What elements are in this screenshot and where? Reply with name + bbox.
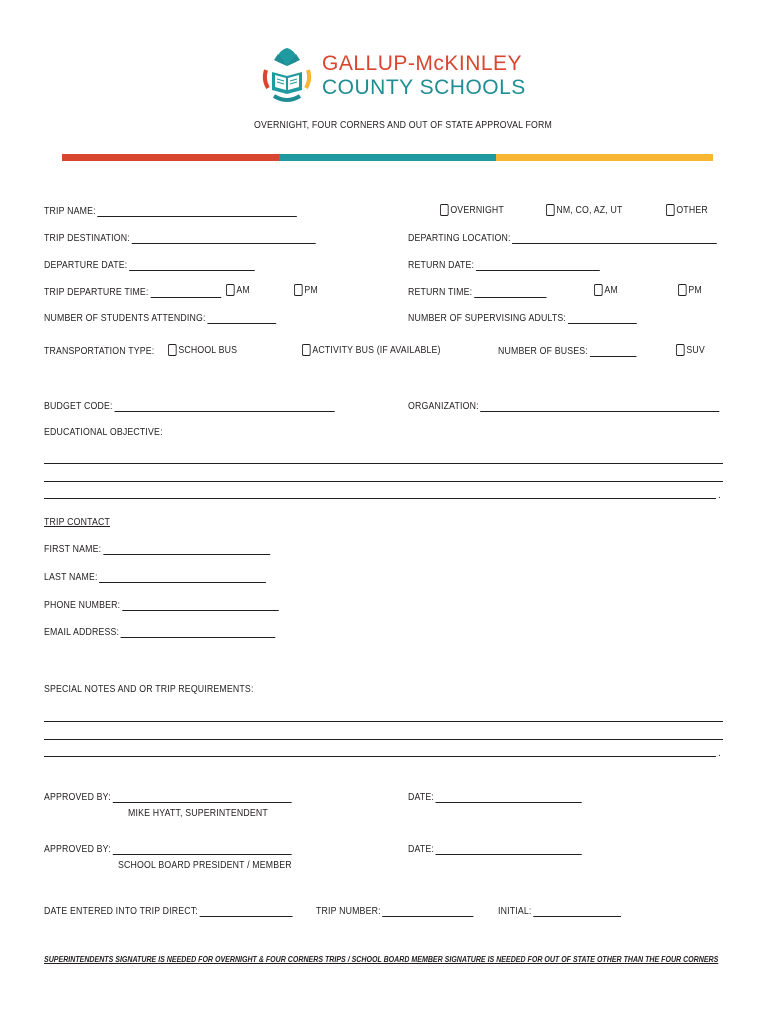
date-1-line[interactable]	[436, 792, 582, 803]
number-of-buses-field[interactable]	[498, 346, 636, 357]
num-students-label: NUMBER OF STUDENTS ATTENDING:	[44, 313, 206, 324]
logo-line-2: COUNTY SCHOOLS	[322, 76, 526, 99]
first-name-field[interactable]	[44, 544, 270, 555]
checkbox-box[interactable]	[226, 284, 235, 296]
objective-line-1[interactable]	[44, 463, 723, 464]
date-1-label: DATE:	[408, 792, 435, 803]
notes-line-1[interactable]	[44, 721, 723, 722]
date-entered-line[interactable]	[200, 906, 293, 917]
approved-by-2-line[interactable]	[113, 844, 292, 855]
email-address-field[interactable]	[44, 627, 276, 638]
departure-am-checkbox[interactable]	[226, 284, 250, 296]
first-name-label: FIRST NAME:	[44, 544, 102, 555]
phone-number-label: PHONE NUMBER:	[44, 600, 121, 611]
budget-code-line[interactable]	[114, 401, 334, 412]
last-name-field[interactable]	[44, 572, 266, 583]
return-time-field[interactable]	[408, 287, 546, 298]
date-2-label: DATE:	[408, 844, 435, 855]
return-date-line[interactable]	[476, 260, 600, 271]
email-address-line[interactable]	[121, 627, 276, 638]
budget-code-label: BUDGET CODE:	[44, 401, 113, 412]
departure-am-label: AM	[236, 284, 250, 296]
return-time-label: RETURN TIME:	[408, 287, 473, 298]
trip-destination-label: TRIP DESTINATION:	[44, 233, 130, 244]
date-2-line[interactable]	[436, 844, 582, 855]
trip-number-label: TRIP NUMBER:	[316, 906, 381, 917]
return-pm-label: PM	[688, 284, 702, 296]
nm-co-az-ut-checkbox[interactable]	[546, 204, 622, 216]
checkbox-box[interactable]	[594, 284, 603, 296]
last-name-label: LAST NAME:	[44, 572, 98, 583]
color-bar-red	[62, 154, 279, 161]
suv-checkbox[interactable]	[676, 344, 705, 356]
trip-departure-time-line[interactable]	[150, 287, 221, 298]
objective-line-2[interactable]	[44, 481, 723, 482]
date-2-field[interactable]	[408, 844, 582, 855]
trip-name-line[interactable]	[97, 206, 297, 217]
activity-bus-checkbox[interactable]	[302, 344, 441, 356]
logo-line-1: GALLUP-McKINLEY	[322, 52, 523, 75]
other-checkbox[interactable]	[666, 204, 708, 216]
checkbox-box[interactable]	[676, 344, 685, 356]
checkbox-box[interactable]	[294, 284, 303, 296]
objective-end-period: .	[718, 490, 721, 501]
checkbox-box[interactable]	[168, 344, 177, 356]
notes-end-period: .	[718, 748, 721, 759]
return-date-label: RETURN DATE:	[408, 260, 475, 271]
special-notes-label: SPECIAL NOTES AND OR TRIP REQUIREMENTS:	[44, 684, 254, 695]
first-name-line[interactable]	[103, 544, 270, 555]
departure-date-field[interactable]	[44, 260, 255, 271]
approved-by-2-field[interactable]	[44, 844, 291, 855]
approved-by-2-label: APPROVED BY:	[44, 844, 111, 855]
notes-line-2[interactable]	[44, 739, 723, 740]
trip-name-label: TRIP NAME:	[44, 206, 96, 217]
num-students-field[interactable]	[44, 313, 276, 324]
organization-field[interactable]	[408, 401, 720, 412]
checkbox-box[interactable]	[678, 284, 687, 296]
activity-bus-label: ACTIVITY BUS (IF AVAILABLE)	[312, 344, 441, 356]
objective-line-3[interactable]	[44, 498, 716, 499]
return-pm-checkbox[interactable]	[678, 284, 702, 296]
nm-co-az-ut-label: NM, CO, AZ, UT	[556, 204, 623, 216]
return-am-checkbox[interactable]	[594, 284, 618, 296]
organization-line[interactable]	[480, 401, 719, 412]
trip-destination-field[interactable]	[44, 233, 316, 244]
departing-location-line[interactable]	[512, 233, 717, 244]
checkbox-box[interactable]	[666, 204, 675, 216]
initial-label: INITIAL:	[498, 906, 532, 917]
checkbox-box[interactable]	[302, 344, 311, 356]
date-1-field[interactable]	[408, 792, 582, 803]
suv-label: SUV	[686, 344, 705, 356]
budget-code-field[interactable]	[44, 401, 334, 412]
date-entered-field[interactable]	[44, 906, 293, 917]
return-time-line[interactable]	[474, 287, 546, 298]
approved-by-1-field[interactable]	[44, 792, 291, 803]
phone-number-line[interactable]	[122, 600, 279, 611]
checkbox-box[interactable]	[546, 204, 555, 216]
return-date-field[interactable]	[408, 260, 600, 271]
departure-date-line[interactable]	[129, 260, 255, 271]
trip-number-line[interactable]	[382, 906, 473, 917]
email-address-label: EMAIL ADDRESS:	[44, 627, 120, 638]
color-bar-yellow	[496, 154, 713, 161]
overnight-label: OVERNIGHT	[450, 204, 504, 216]
num-adults-label: NUMBER OF SUPERVISING ADULTS:	[408, 313, 567, 324]
color-bar	[62, 154, 713, 161]
phone-number-field[interactable]	[44, 600, 278, 611]
approved-by-1-line[interactable]	[113, 792, 292, 803]
trip-number-field[interactable]	[316, 906, 474, 917]
departing-location-label: DEPARTING LOCATION:	[408, 233, 511, 244]
num-adults-field[interactable]	[408, 313, 637, 324]
district-logo	[256, 44, 526, 110]
approved-by-1-label: APPROVED BY:	[44, 792, 111, 803]
overnight-checkbox[interactable]	[440, 204, 504, 216]
date-entered-label: DATE ENTERED INTO TRIP DIRECT:	[44, 906, 198, 917]
number-of-buses-line[interactable]	[590, 346, 636, 357]
trip-departure-time-label: TRIP DEPARTURE TIME:	[44, 287, 149, 298]
initial-field[interactable]	[498, 906, 621, 917]
approver-1-name: MIKE HYATT, SUPERINTENDENT	[128, 808, 268, 819]
checkbox-box[interactable]	[440, 204, 449, 216]
form-title: OVERNIGHT, FOUR CORNERS AND OUT OF STATE APPROVAL FORM	[254, 120, 552, 131]
trip-name-field[interactable]	[44, 206, 297, 217]
departure-pm-checkbox[interactable]	[294, 284, 318, 296]
trip-departure-time-field[interactable]	[44, 287, 221, 298]
footer-note: SUPERINTENDENTS SIGNATURE IS NEEDED FOR OVERNIGHT & FOUR CORNERS TRIPS / SCHOOL BOARD MEMBER SIGNATURE IS NEEDED FOR OUT OF STATE OTHER THAN THE FOUR CORNERS	[44, 954, 719, 964]
num-students-line[interactable]	[207, 313, 276, 324]
departure-pm-label: PM	[304, 284, 318, 296]
book-tree-logo-icon	[256, 44, 318, 108]
departure-date-label: DEPARTURE DATE:	[44, 260, 128, 271]
departing-location-field[interactable]	[408, 233, 717, 244]
trip-contact-heading: TRIP CONTACT	[44, 517, 110, 528]
number-of-buses-label: NUMBER OF BUSES:	[498, 346, 588, 357]
educational-objective-label: EDUCATIONAL OBJECTIVE:	[44, 427, 163, 438]
approver-2-name: SCHOOL BOARD PRESIDENT / MEMBER	[118, 860, 292, 871]
num-adults-line[interactable]	[568, 313, 637, 324]
color-bar-teal	[279, 154, 496, 161]
organization-label: ORGANIZATION:	[408, 401, 479, 412]
last-name-line[interactable]	[99, 572, 266, 583]
school-bus-checkbox[interactable]	[168, 344, 237, 356]
school-bus-label: SCHOOL BUS	[178, 344, 238, 356]
transportation-type-label: TRANSPORTATION TYPE:	[44, 346, 155, 357]
return-am-label: AM	[604, 284, 618, 296]
trip-destination-line[interactable]	[132, 233, 316, 244]
initial-line[interactable]	[533, 906, 621, 917]
other-label: OTHER	[676, 204, 708, 216]
notes-line-3[interactable]	[44, 756, 716, 757]
